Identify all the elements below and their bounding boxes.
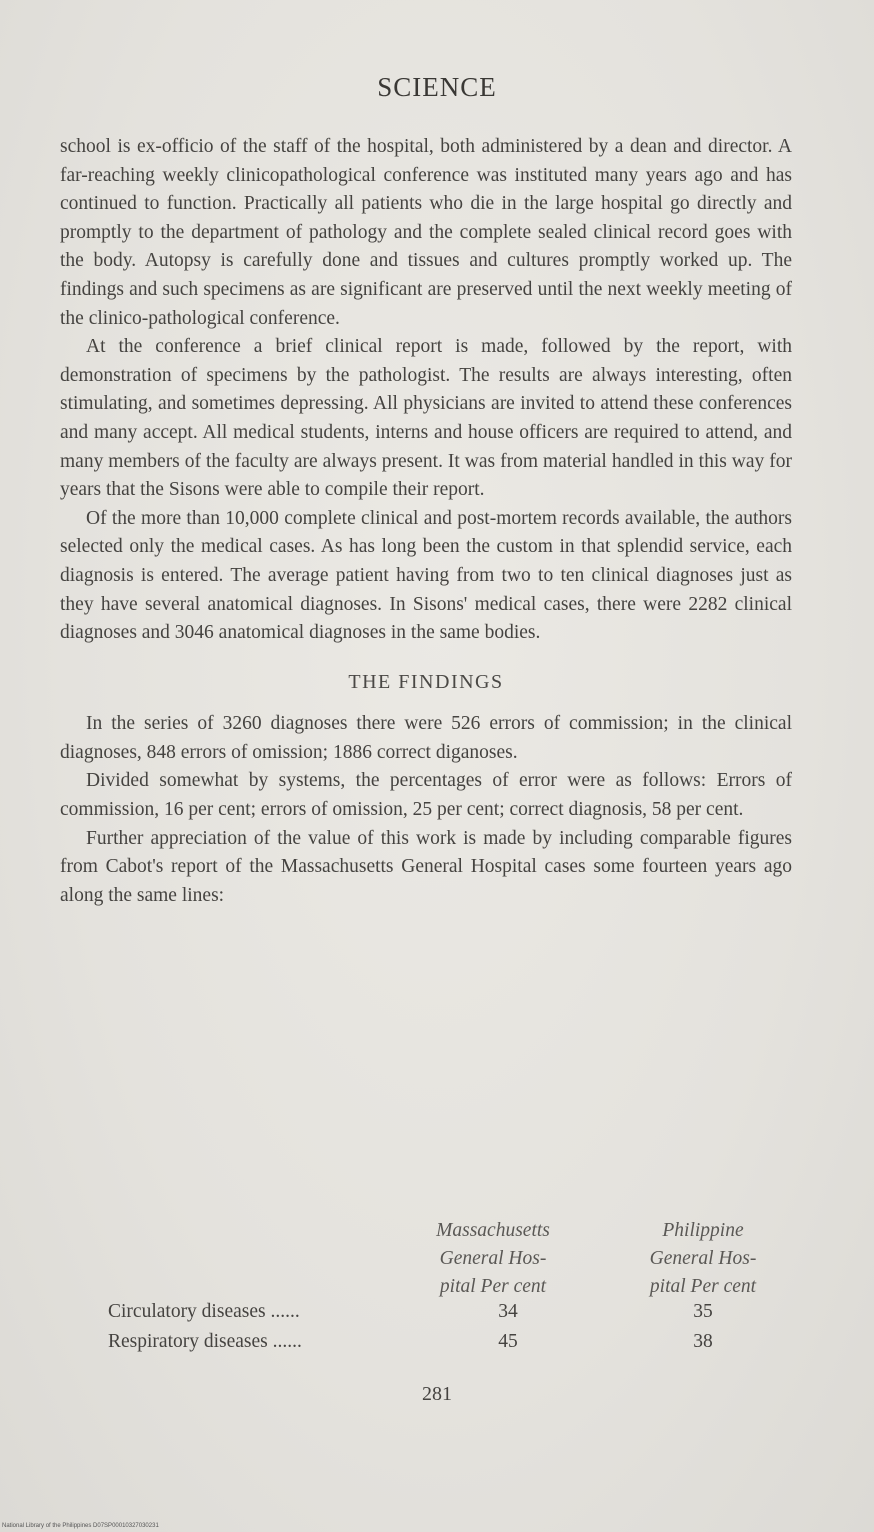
column-header-line: Massachusetts xyxy=(436,1220,550,1241)
table-row xyxy=(108,1331,798,1361)
row-label: Circulatory diseases ...... xyxy=(108,1301,300,1322)
section-heading-findings: THE FINDINGS xyxy=(348,670,504,693)
row-label: Respiratory diseases ...... xyxy=(108,1331,302,1352)
column-header-line: pital Per cent xyxy=(649,1276,757,1297)
article-body xyxy=(60,133,792,910)
pgh-value: 35 xyxy=(693,1301,713,1322)
paragraph-2: At the conference a brief clinical report is made, followed by the report, with demonstration of specimens by the pathologist. The results are always interesting, often stimulating, and sometimes depressing. All physicians are invited to attend these conferences and many accept. All medical students, interns and house officers are required to attend, and many members of the faculty are always present. It was from material handled in this way for years that the Sisons were able to compile their report. xyxy=(60,336,792,501)
table-row xyxy=(108,1301,798,1331)
table-header xyxy=(108,1217,798,1301)
comparison-table xyxy=(108,1217,798,1361)
page-number: 281 xyxy=(422,1383,452,1405)
mgh-value: 34 xyxy=(498,1301,518,1322)
pgh-value: 38 xyxy=(693,1331,713,1352)
findings-paragraph-2: Divided somewhat by systems, the percentages of error were as follows: Errors of commission, 16 per cent; errors of omission, 25 per cent; correct diagnosis, 58 per cent. xyxy=(60,770,792,821)
footer-credit: National Library of the Philippines D07SP00010327030231 xyxy=(2,1523,159,1529)
column-header-massachusetts xyxy=(408,1217,578,1301)
findings-paragraph-1: In the series of 3260 diagnoses there were 526 errors of commission; in the clinical diagnoses, 848 errors of omission; 1886 correct diganoses. xyxy=(60,713,792,763)
paragraph-1: school is ex-officio of the staff of the hospital, both administered by a dean and director. A far-reaching weekly clinicopathological conference was instituted many years ago and has continued to function. Practically all patients who die in the large hospital go directly and promptly to the department of pathology and the complete sealed clinical record goes with the body. Autopsy is carefully done and tissues and cultures promptly worked up. The findings and such specimens as are significant are preserved until the next weekly meeting of the clinico-pathological conference. xyxy=(60,136,792,329)
mgh-value: 45 xyxy=(498,1331,518,1352)
findings-paragraph-3: Further appreciation of the value of this work is made by including comparable figures from Cabot's report of the Massachusetts General Hospital cases some fourteen years ago along the same lines: xyxy=(60,827,792,906)
column-header-line: General Hos- xyxy=(649,1248,757,1269)
paragraph-3: Of the more than 10,000 complete clinical and post-mortem records available, the authors selected only the medical cases. As has long been the custom in that splendid service, each diagnosis is entered. The average patient having from two to ten clinical diagnoses just as they have several anatomical diagnoses. In Sisons' medical cases, there were 2282 clinical diagnoses and 3046 anatomical diagnoses in the same bodies. xyxy=(60,507,792,644)
column-header-line: Philippine xyxy=(662,1220,744,1241)
running-title: SCIENCE xyxy=(377,72,497,102)
column-header-line: General Hos- xyxy=(439,1248,547,1269)
column-header-philippine xyxy=(618,1217,788,1301)
column-header-line: pital Per cent xyxy=(439,1276,547,1297)
